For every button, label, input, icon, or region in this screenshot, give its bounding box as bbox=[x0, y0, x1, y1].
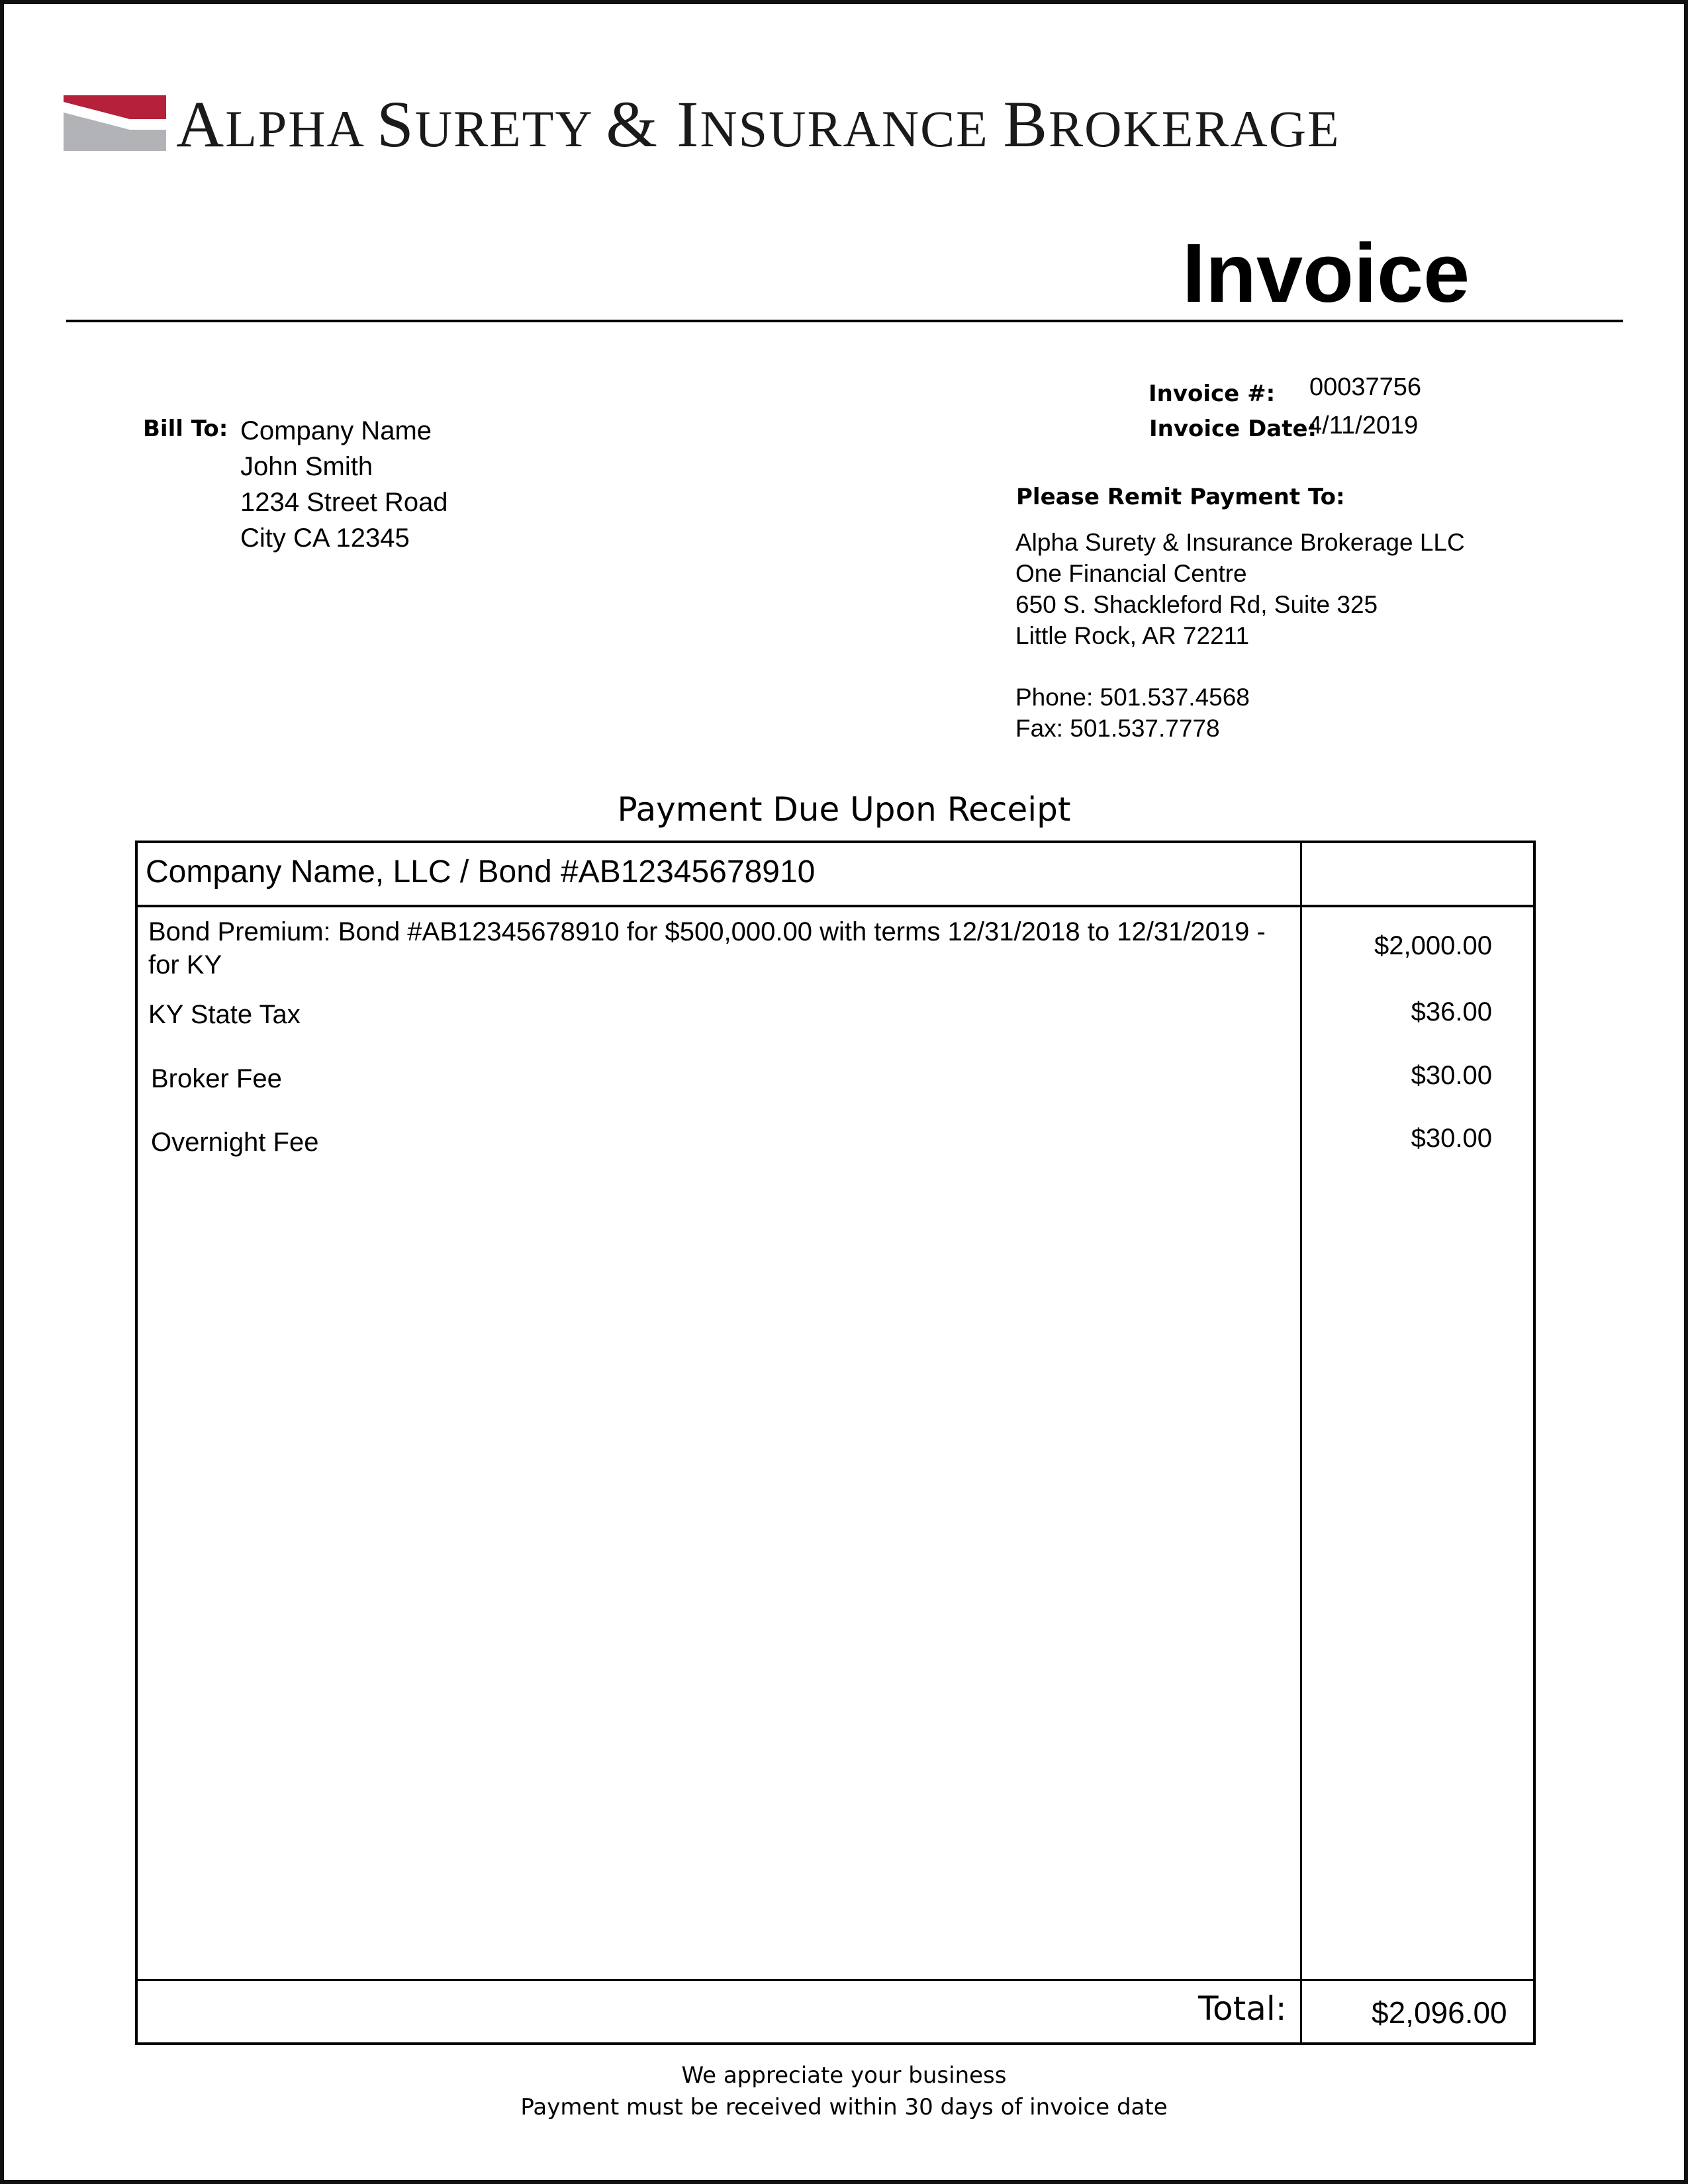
remit-address bbox=[1015, 527, 1465, 651]
company-name-part: B bbox=[1003, 87, 1049, 161]
bill-to-line: John Smith bbox=[240, 452, 373, 481]
remit-fax: Fax: 501.537.7778 bbox=[1015, 715, 1220, 742]
total-label: Total: bbox=[1198, 1989, 1287, 2028]
company-name bbox=[176, 86, 1340, 162]
remit-line: Little Rock, AR 72211 bbox=[1015, 622, 1250, 649]
line-item-description: Bond Premium: Bond #AB12345678910 for $500,000.00 with terms 12/31/2018 to 12/31/2019 - for KY bbox=[148, 917, 1266, 979]
table-total-divider bbox=[135, 1979, 1536, 1981]
line-item-amount: $30.00 bbox=[1411, 1061, 1492, 1090]
total-value: $2,096.00 bbox=[1372, 1995, 1507, 2030]
bill-to-line: Company Name bbox=[240, 416, 432, 445]
remit-phone: Phone: 501.537.4568 bbox=[1015, 684, 1250, 711]
line-item-description: KY State Tax bbox=[148, 1000, 301, 1029]
remit-line: 650 S. Shackleford Rd, Suite 325 bbox=[1015, 591, 1378, 618]
table-header: Company Name, LLC / Bond #AB12345678910 bbox=[146, 854, 816, 889]
company-name-part: & bbox=[606, 87, 677, 161]
line-item-amount: $36.00 bbox=[1411, 997, 1492, 1026]
header-divider bbox=[66, 320, 1623, 322]
footer-terms: Payment must be received within 30 days of invoice date bbox=[520, 2094, 1168, 2120]
company-name-part: I bbox=[677, 87, 700, 161]
line-item-description: Overnight Fee bbox=[151, 1128, 319, 1157]
remit-line: One Financial Centre bbox=[1015, 560, 1247, 587]
page-title: Invoice bbox=[1182, 226, 1470, 320]
invoice-number-label: Invoice #: bbox=[1149, 381, 1276, 407]
bill-to-label: Bill To: bbox=[143, 416, 228, 442]
company-logo-icon bbox=[64, 95, 166, 151]
remit-label: Please Remit Payment To: bbox=[1016, 484, 1345, 510]
invoice-date-label: Invoice Date: bbox=[1149, 416, 1317, 442]
invoice-date-value: 4/11/2019 bbox=[1308, 412, 1419, 439]
company-name-part: S bbox=[377, 87, 415, 161]
company-name-part: LPHA bbox=[225, 100, 377, 158]
line-item-description: Broker Fee bbox=[151, 1064, 282, 1093]
remit-line: Alpha Surety & Insurance Brokerage LLC bbox=[1015, 529, 1465, 556]
table-column-divider bbox=[1300, 841, 1302, 2045]
line-item-amount: $2,000.00 bbox=[1374, 931, 1492, 960]
remit-contact bbox=[1015, 682, 1250, 744]
bill-to-address bbox=[240, 413, 448, 556]
payment-due-heading: Payment Due Upon Receipt bbox=[617, 790, 1071, 829]
table-header-divider bbox=[135, 905, 1536, 907]
company-name-part: ROKERAGE bbox=[1049, 100, 1340, 158]
invoice-number-value: 00037756 bbox=[1309, 373, 1422, 401]
line-item-amount: $30.00 bbox=[1411, 1124, 1492, 1153]
company-name-part: A bbox=[176, 87, 226, 161]
footer-thanks: We appreciate your business bbox=[681, 2062, 1007, 2089]
bill-to-line: City CA 12345 bbox=[240, 523, 410, 553]
company-name-part: URETY bbox=[414, 100, 606, 158]
company-name-part: NSURANCE bbox=[700, 100, 1004, 158]
bill-to-line: 1234 Street Road bbox=[240, 488, 448, 517]
